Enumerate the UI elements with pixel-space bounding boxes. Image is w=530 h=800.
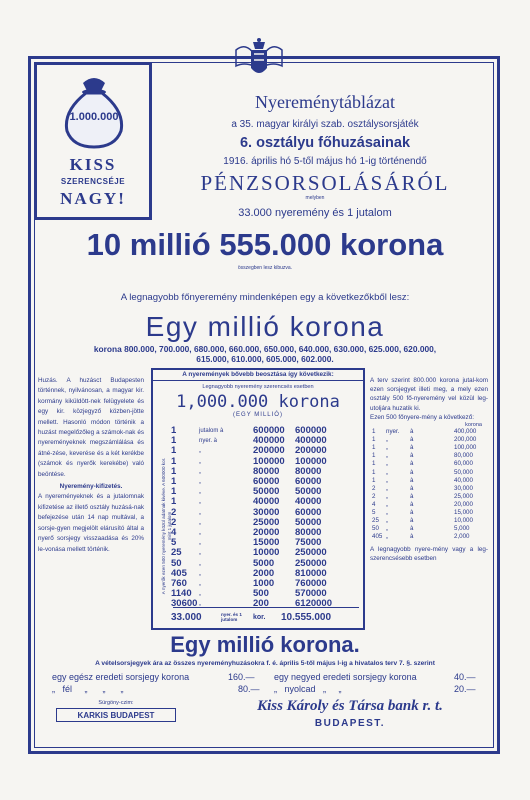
row-prize: 15000 [253,537,280,549]
right-row-label: „ [386,484,389,492]
header-melyben: melyben [305,195,325,201]
right-outro: A legnagyobb nyere-mény vagy a leg-szerencsésebb esetben [370,546,488,563]
right-row-count: 5 [372,509,376,517]
row-count: 1 [171,425,177,436]
right-intro: A terv szerint 800.000 korona jutal-kom ezen sorsjegyet illeti meg, a mely ezen osztály 500 fő-nyeremény vel közül leg-utoljára huzatik ki. [370,377,488,412]
bank-city: BUDAPEST. [314,718,386,729]
right-row-a: à [410,428,414,436]
total-sum: 10.555.000 [281,612,332,623]
row-label: „ [199,509,201,516]
bag-tagline: SZERENCSÉJE [60,177,126,186]
right-row-label: „ [386,525,389,533]
right-column [370,376,488,632]
big-amount: 10 millió 555.000 korona [86,227,444,262]
row-prize: 200000 [253,445,285,457]
row-prize: 10000 [253,547,280,559]
table-row [153,497,363,507]
right-row-value: 15,000 [454,509,473,517]
header-line3: 1916. április hó 5-től május hó 1-ig történendő [223,156,427,167]
row-label: „ [199,601,201,608]
right-row-value: 5,000 [454,525,470,533]
right-row-a: à [410,484,414,492]
row-prize: 400000 [253,435,285,447]
right-row-a: à [410,468,414,476]
price-line: A vételsorsjegyek ára az összes nyereményhuzásokra f. é. április 5-től május l-ig a hivatalos terv 7. §. szerint [95,660,435,667]
row-total: 250000 [295,557,327,569]
right-row-count: 1 [372,428,376,436]
row-count: 405 [171,567,187,579]
row-label: „ [199,581,201,587]
row-prize: 2000 [253,567,275,579]
right-row-label: „ [386,500,389,508]
prize-list-2: 615.000, 610.000, 605.000, 602.000. [196,354,334,364]
row-total: 200000 [295,445,327,457]
row-label: „ [199,448,201,455]
header-line6: A legnagyobb főnyeremény mindenképen egy a következőkből lesz: [120,292,410,303]
header-line5: 33.000 nyeremény és 1 jutalom [238,207,392,219]
right-row-label: „ [386,476,389,484]
row-label: „ [199,479,201,485]
bag-amount: 1.000.000 [69,111,119,123]
right-row-count: 50 [372,525,379,533]
right-row-a: à [410,444,414,452]
price-whole-value: 160.— [228,672,255,682]
row-total: 50000 [295,486,322,498]
total-kor: kor. [253,614,266,621]
right-row-count: 1 [372,468,376,476]
row-label: „ [199,499,201,506]
right-row-a: à [410,492,414,500]
right-row-value: 25,000 [454,492,473,500]
row-total: 80000 [295,527,322,538]
left-column [38,376,144,632]
right-rows [370,428,488,543]
right-row-a: à [410,517,414,525]
right-row-count: 2 [372,484,376,492]
bag-brand2: NAGY! [60,189,126,208]
row-count: 30600 [171,598,198,610]
right-intro2: Ezen 500 főnyere-mény a következő: [370,413,474,421]
row-label: „ [199,591,201,598]
total-count: 33.000 [171,612,202,623]
row-prize: 100000 [253,455,285,467]
row-count: 2 [171,516,177,528]
row-total: 760000 [295,578,327,589]
table-total-row [153,613,363,623]
row-count: 25 [171,547,182,559]
row-total: 400000 [295,435,327,447]
row-count: 1140 [171,588,192,600]
table-row [153,548,363,558]
row-prize: 1000 [253,578,275,589]
right-row-count: 25 [372,517,379,525]
right-row-label: „ [386,468,389,476]
right-row-a: à [410,500,414,508]
right-row-value: 20,000 [454,500,473,508]
bag-logo-box [34,62,152,220]
table-header: A nyeremények bővebb beosztása így következik: [153,371,363,381]
row-total: 6120000 [295,598,332,610]
right-row-count: 1 [372,460,376,468]
payout-heading: Nyeremény-kifizetés. [59,483,123,491]
row-count: 1 [171,465,177,477]
price-eighth-label: „ nyolcad „ „ [274,684,342,694]
draw-paragraph: Huzás. A huzásct Budapesten történnek, nyilvánosan, a magyar kir. kormány kiküldött-nek felügyelete és egy kir. közjegyző közben-jötte mellett. Hasonló módon történik a huzást megelőzőleg a számok-nak és nyereményeknek megszámlálása és átné-zése, keverése és a két kerékbe (számok és nyerők kerekébe) való beöntése. [38,377,144,478]
header-line2: 6. osztályu főhuzásainak [239,135,411,151]
table-vertical-note: A nyerők ezen 500 nyeremény közül adatnak kivéve. A 600000 kor. mint 1 jutalom [161,457,172,595]
right-row-value: 40,000 [454,476,473,484]
right-row-a: à [410,509,414,517]
right-col-header: korona [465,422,482,429]
row-total: 80000 [295,465,322,477]
prize-table [151,368,365,630]
row-prize: 500 [253,588,269,600]
row-count: 1 [171,476,177,487]
right-row-value: 60,000 [454,460,473,468]
table-total-divider [173,607,359,608]
row-prize: 80000 [253,465,280,477]
right-row-a: à [410,460,414,468]
row-count: 50 [171,557,182,569]
right-row-count: 2 [372,492,376,500]
right-row-value: 50,000 [454,468,473,476]
row-prize: 30000 [253,506,280,518]
table-big-sub: (EGY MILLIÓ) [233,412,283,418]
right-row-a: à [410,436,414,444]
price-eighth-value: 20.— [454,684,476,694]
row-label: nyer. à [199,438,218,445]
footer-big: Egy millió korona. [170,632,360,657]
price-quarter-label: egy negyed eredeti sorsjegy korona [274,672,417,682]
row-count: 2 [171,506,177,518]
right-row-a: à [410,452,414,460]
right-row-count: 1 [372,436,376,444]
row-count: 4 [171,527,177,538]
header-osszegben: összegben lesz kibuzva. [237,265,293,271]
right-row-a: à [410,476,414,484]
row-label: „ [199,489,201,496]
row-total: 810000 [295,567,327,579]
table-row [153,446,363,456]
right-row-label: „ [386,492,389,500]
row-label: „ [199,519,201,526]
right-row-value: 10,000 [454,517,473,525]
row-label: „ [199,540,201,547]
row-label: „ [199,560,201,567]
total-label: nyer. és 1 jutalom [221,612,242,622]
price-half-label: „ fél „ „ „ [52,684,124,694]
right-row-a: à [410,533,414,541]
right-row-a: à [410,525,414,533]
right-row-label: „ [386,517,389,525]
right-row-value: 30,000 [454,484,473,492]
payout-paragraph: A nyereményeknek és a jutalomnak kifizetése az illető osztály huzásá-nak befejezése után 14 nap multával, a sorsje-gyen megjelölt elárusító által a nyerő sorsjegy visszaadása és 20% le-vonása mellett történik. [38,493,144,553]
row-total: 75000 [295,537,322,549]
telegram-label: Sürgöny-czim: [98,700,134,706]
row-prize: 20000 [253,527,280,538]
row-count: 1 [171,455,177,467]
row-prize: 40000 [253,496,280,508]
right-row-label: „ [386,444,389,452]
prize-list-1: korona 800.000, 700.000, 680.000, 660.000, 650.000, 640.000, 630.000, 625.000, 620.000, [93,344,437,354]
row-prize: 60000 [253,476,280,487]
table-big: 1,000.000 korona [176,392,340,412]
row-label: „ [199,570,201,577]
row-total: 60000 [295,506,322,518]
row-label: „ [199,550,201,557]
row-total: 250000 [295,547,327,559]
row-label: „ [199,458,201,465]
right-row-label: „ [386,436,389,444]
row-total: 50000 [295,516,322,528]
row-total: 40000 [295,496,322,508]
page-title: Nyereménytáblázat [255,92,395,112]
right-row-count: 405 [372,533,383,541]
row-count: 1 [171,445,177,457]
right-row-label: „ [386,460,389,468]
row-label: „ [199,530,201,536]
right-row-value: 2,000 [454,533,470,541]
big-million: Egy millió korona [145,311,385,342]
row-label: „ [199,468,201,475]
row-total: 60000 [295,476,322,487]
right-row-label: „ [386,452,389,460]
right-row-label: „ [386,533,389,541]
right-row-count: 1 [372,444,376,452]
right-row-count: 4 [372,500,376,508]
row-prize: 50000 [253,486,280,498]
row-label: jutalom à [199,428,224,434]
header-line1: a 35. magyar királyi szab. osztálysorsjáték [231,119,419,130]
right-row-value: 200,000 [454,436,477,444]
row-prize: 200 [253,598,269,610]
right-row-count: 1 [372,476,376,484]
right-row-value: 100,000 [454,444,477,452]
header-line4: PÉNZSORSOLÁSÁRÓL [200,171,450,195]
right-row-value: 80,000 [454,452,473,460]
row-count: 760 [171,578,187,589]
row-count: 1 [171,486,177,498]
row-prize: 600000 [253,425,285,436]
row-count: 1 [171,435,177,447]
row-total: 600000 [295,425,327,436]
right-row-label: nyer. [386,428,400,436]
row-prize: 25000 [253,516,280,528]
price-half-value: 80.— [238,684,260,694]
row-prize: 5000 [253,557,275,569]
money-bag-icon [59,71,129,149]
table-sub: Legnagyobb nyeremény szerencsés esetben [202,384,314,390]
right-row-value: 400,000 [454,428,477,436]
row-total: 570000 [295,588,327,600]
right-row-count: 1 [372,452,376,460]
coat-of-arms-icon [232,36,286,84]
price-whole-label: egy egész eredeti sorsjegy korona [52,672,190,682]
row-count: 1 [171,496,177,508]
row-count: 5 [171,537,177,549]
price-quarter-value: 40.— [454,672,476,682]
bank-name: Kiss Károly és Társa bank r. t. [257,698,443,714]
telegram-box: KARKIS BUDAPEST [56,708,176,722]
row-total: 100000 [295,455,327,467]
bag-brand: KISS [69,155,117,174]
right-row-label: „ [386,509,389,517]
